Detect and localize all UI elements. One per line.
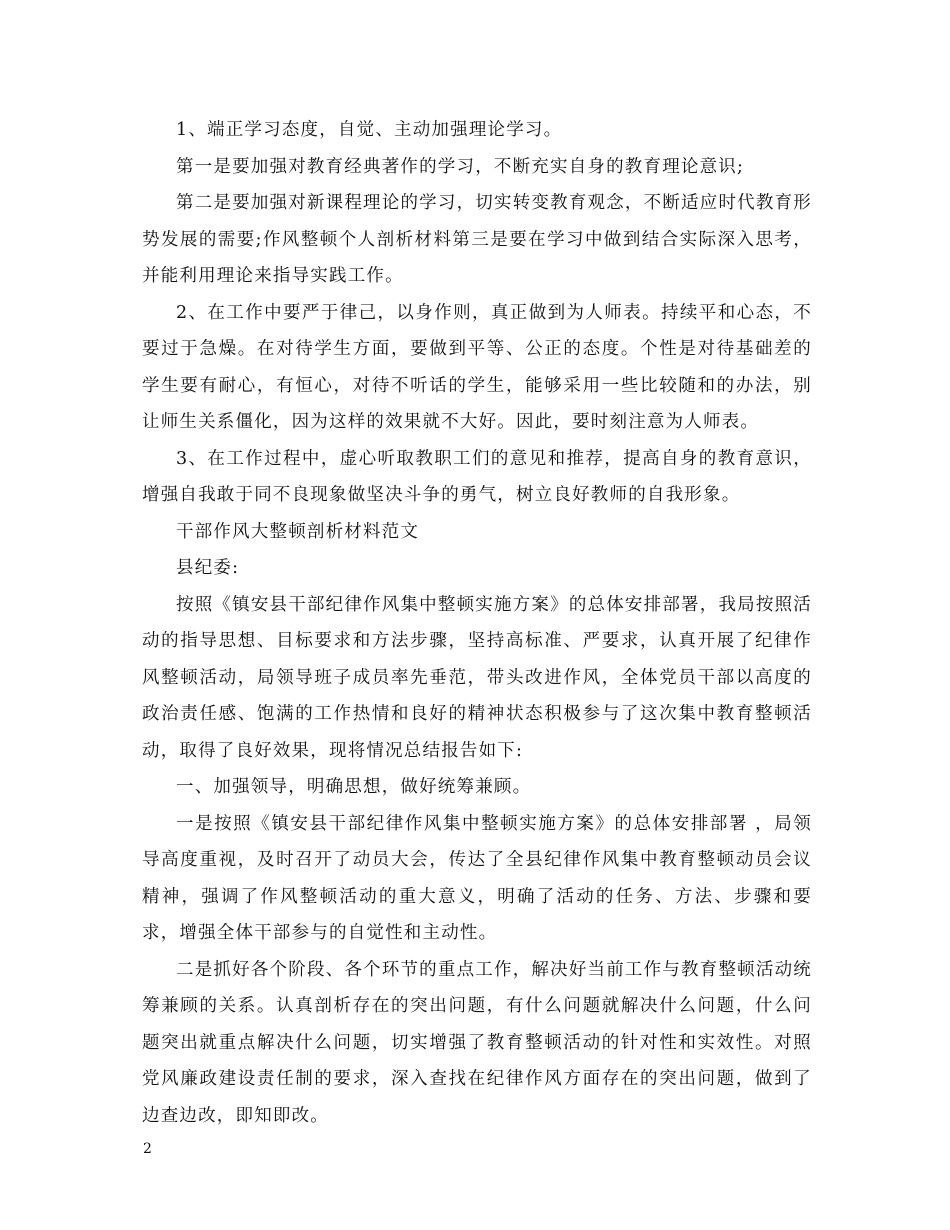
paragraph-10: 一是按照《镇安县干部纪律作风集中整顿实施方案》的总体安排部署 ，局领导高度重视，及时召开了动员大会，传达了全县纪律作风集中教育整顿动员会议精神，强调了作风整顿活动的重大意义，明确了活动的任务、方法、步骤和要求，增强全体干部参与的自觉性和主动性。	[142, 813, 812, 943]
document-body	[142, 112, 812, 1134]
paragraph-3: 第二是要加强对新课程理论的学习，切实转变教育观念，不断适应时代教育形势发展的需要;作风整顿个人剖析材料第三是要在学习中做到结合实际深入思考，并能利用理论来指导实践工作。	[142, 193, 812, 286]
paragraph-1: 1、端正学习态度，自觉、主动加强理论学习。	[176, 120, 563, 140]
paragraph-2: 第一是要加强对教育经典著作的学习，不断充实自身的教育理论意识;	[176, 156, 745, 177]
paragraph-4: 2、在工作中要严于律己，以身作则，真正做到为人师表。持续平和心态，不要过于急燥。在对待学生方面，要做到平等、公正的态度。个性是对待基础差的学生要有耐心，有恒心，对待不听话的学生，能够采用一些比较随和的办法，别让师生关系僵化，因为这样的效果就不大好。因此，要时刻注意为人师表。	[142, 302, 812, 432]
heading-1: 一、加强领导，明确思想，做好统筹兼顾。	[176, 777, 532, 797]
salutation: 县纪委:	[176, 558, 240, 578]
paragraph-11: 二是抓好各个阶段、各个环节的重点工作，解决好当前工作与教育整顿活动统筹兼顾的关系。认真剖析存在的突出问题，有什么问题就解决什么问题，什么问题突出就重点解决什么问题，切实增强了教育整顿活动的针对性和实效性。对照党风廉政建设责任制的要求，深入查找在纪律作风方面存在的突出问题，做到了边查边改，即知即改。	[142, 959, 812, 1126]
page-number: 2	[143, 1141, 152, 1157]
section-title: 干部作风大整顿剖析材料范文	[176, 521, 420, 542]
paragraph-8: 按照《镇安县干部纪律作风集中整顿实施方案》的总体安排部署，我局按照活动的指导思想、目标要求和方法步骤，坚持高标准、严要求，认真开展了纪律作风整顿活动，局领导班子成员率先垂范，带头改进作风，全体党员干部以高度的政治责任感、饱满的工作热情和良好的精神状态积极参与了这次集中教育整顿活动，取得了良好效果，现将情况总结报告如下:	[142, 594, 812, 761]
paragraph-5: 3、在工作过程中，虚心听取教职工们的意见和推荐，提高自身的教育意识，增强自我敢于同不良现象做坚决斗争的勇气，树立良好教师的自我形象。	[142, 448, 812, 505]
